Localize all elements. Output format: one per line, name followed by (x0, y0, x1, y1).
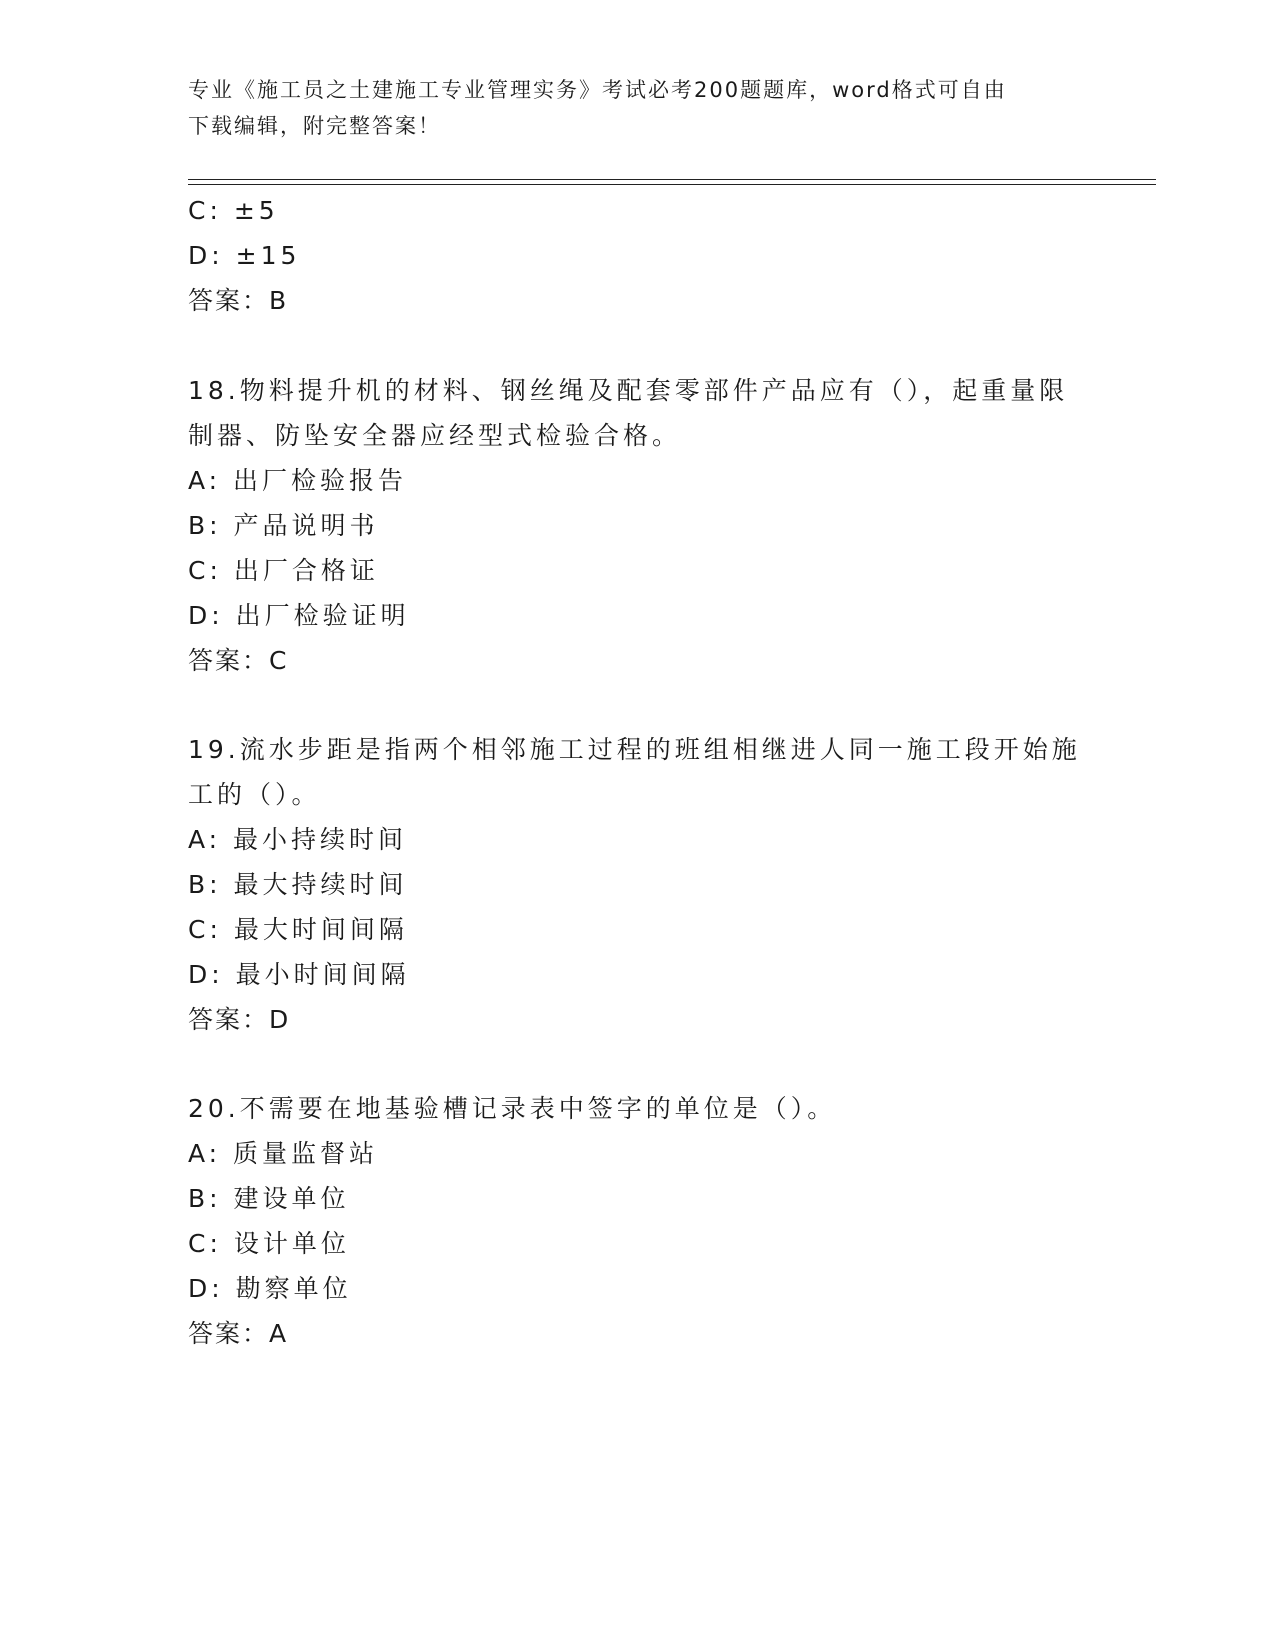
q18-option-d: D: 出厂检验证明 (188, 601, 410, 630)
q18-option-b: B: 产品说明书 (188, 511, 379, 540)
prev-option-d: D: ±15 (188, 241, 301, 270)
q20-option-c: C: 设计单位 (188, 1229, 350, 1258)
q20-option-b: B: 建设单位 (188, 1184, 350, 1213)
prev-answer: 答案：B (188, 286, 289, 315)
q20-option-d: D: 勘察单位 (188, 1274, 352, 1303)
q18-option-a: A: 出厂检验报告 (188, 466, 408, 495)
q20-stem-line-1: 20.不需要在地基验槽记录表中签字的单位是（）。 (188, 1094, 837, 1123)
q19-option-a: A: 最小持续时间 (188, 825, 408, 854)
q18-stem-line-1: 18.物料提升机的材料、钢丝绳及配套零部件产品应有（），起重量限 (188, 376, 1069, 405)
header-divider-top (188, 179, 1156, 180)
q19-option-b: B: 最大持续时间 (188, 870, 408, 899)
q19-answer: 答案：D (188, 1005, 291, 1034)
q18-option-c: C: 出厂合格证 (188, 556, 379, 585)
q19-option-d: D: 最小时间间隔 (188, 960, 410, 989)
q19-stem-line-1: 19.流水步距是指两个相邻施工过程的班组相继进人同一施工段开始施 (188, 735, 1081, 764)
q19-stem-line-2: 工的（）。 (188, 780, 321, 809)
q19-option-c: C: 最大时间间隔 (188, 915, 408, 944)
q18-stem-line-2: 制器、防坠安全器应经型式检验合格。 (188, 421, 682, 450)
prev-option-c: C: ±5 (188, 196, 279, 225)
header-divider-bottom (188, 184, 1156, 185)
q20-option-a: A: 质量监督站 (188, 1139, 379, 1168)
q18-answer: 答案：C (188, 646, 289, 675)
document-header (188, 72, 1088, 144)
q20-answer: 答案：A (188, 1319, 289, 1348)
header-line-1: 专业《施工员之土建施工专业管理实务》考试必考200题题库，word格式可自由 (188, 78, 1007, 102)
header-line-2: 下载编辑，附完整答案！ (188, 114, 441, 138)
